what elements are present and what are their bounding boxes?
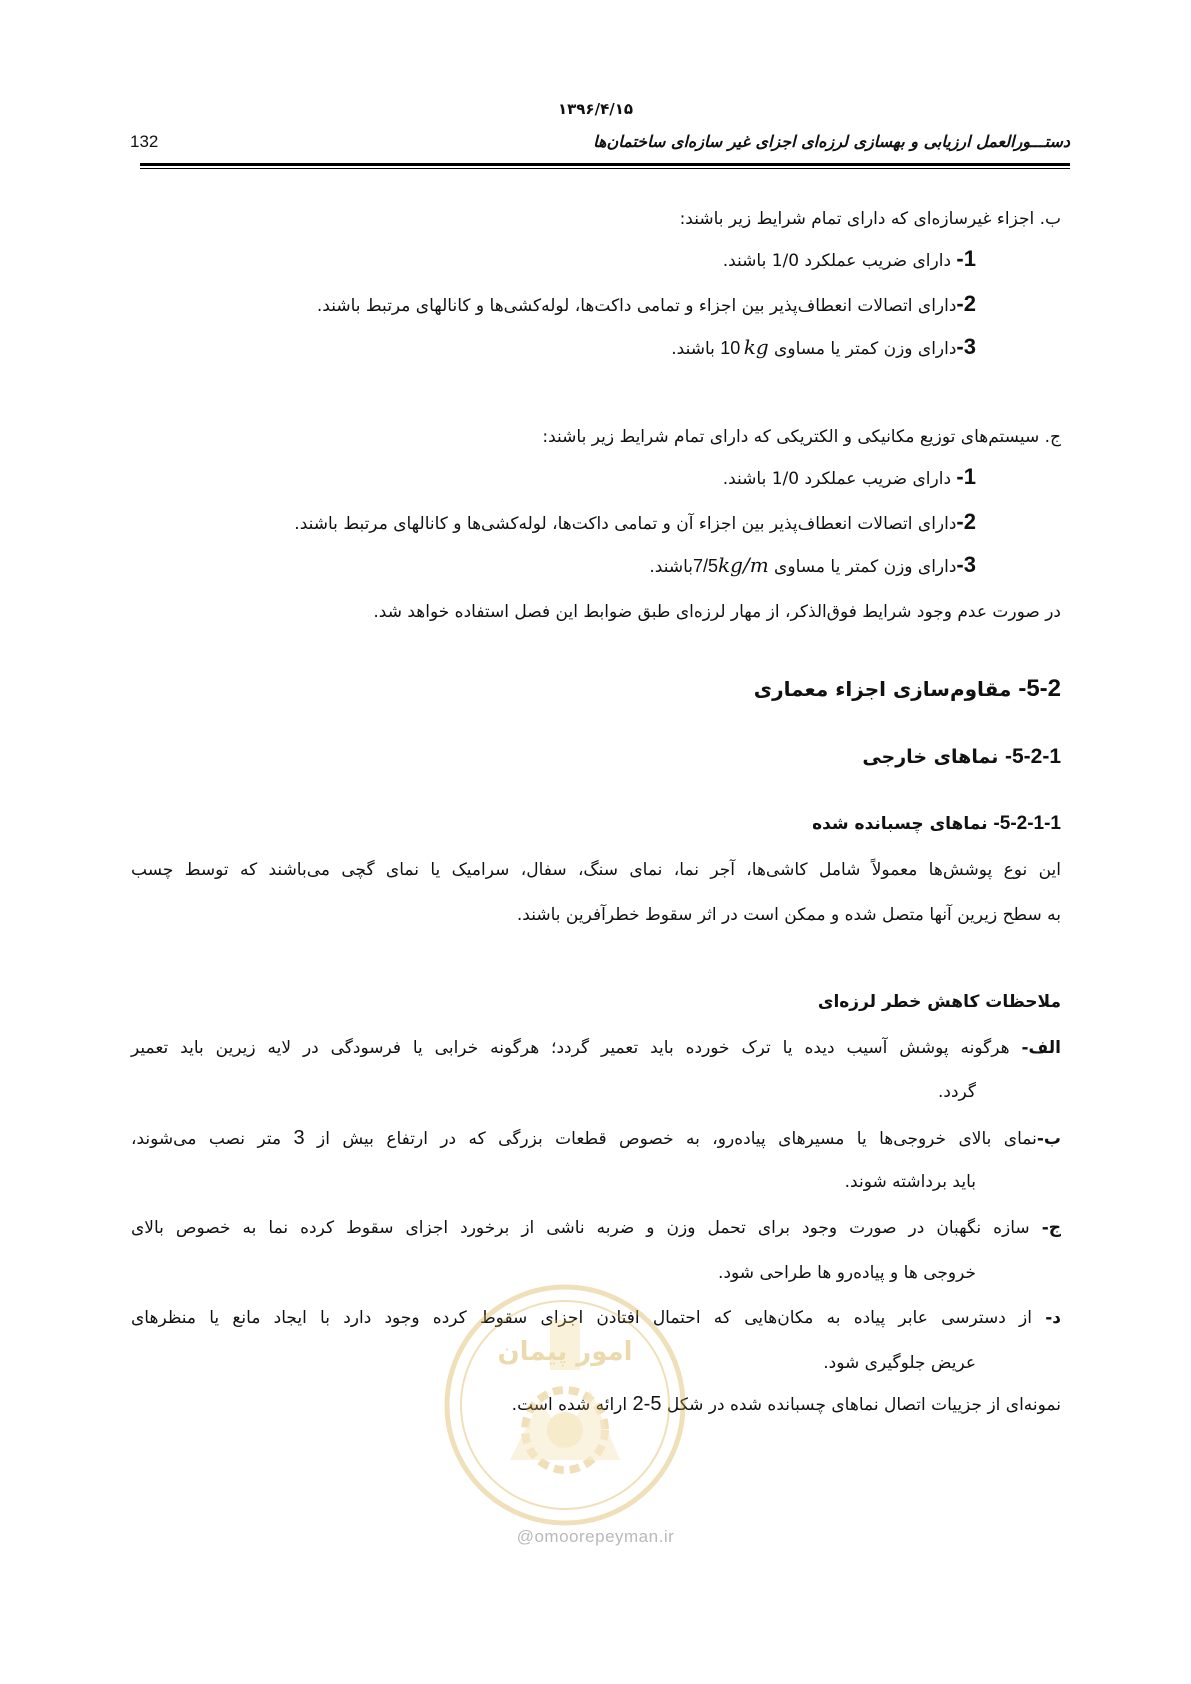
paragraph-line-1: این نوع پوشش‌ها معمولاً شامل کاشی‌ها، آجر نما، نمای سنگ، سفال، سرامیک یا نمای گچی می‌باشند که توسط چسب: [131, 860, 1061, 880]
item-number: 3-: [956, 334, 976, 359]
section-j-item-2: 2-دارای اتصالات انعطاف‌پذیر بین اجزاء آن و تمامی داکت‌ها، لوله‌کشی‌ها و کانالهای مرتبط باشند.: [294, 509, 976, 534]
weight-value: 10 kg: [720, 335, 769, 359]
section-j-intro: ج. سیستم‌های توزیع مکانیکی و الکتریکی که دارای تمام شرایط زیر باشند:: [542, 427, 1061, 447]
weight-value: 7/5kg/m: [693, 553, 769, 577]
paragraph-line-2: به سطح زیرین آنها متصل شده و ممکن است در اثر سقوط خطرآفرین باشند.: [516, 905, 1061, 925]
svg-text:امور پیمان: امور پیمان: [497, 1337, 633, 1367]
remarks-title: ملاحظات کاهش خطر لرزه‌ای: [817, 992, 1061, 1012]
subsubsection-heading: 5-2-1-1- نماهای چسبانده شده: [812, 813, 1061, 834]
remark-label: الف-: [1021, 1038, 1061, 1058]
figure-reference-line: نمونه‌ای از جزییات اتصال نماهای چسبانده شده در شکل 5-2 ارائه شده است.: [511, 1393, 1061, 1415]
remark-label: ب-: [1036, 1129, 1061, 1149]
header-title: دستـــورالعمل ارزیابی و بهسازی لرزه‌ای اجزای غیر سازه‌ای ساختمان‌ها: [593, 132, 1070, 151]
section-b-item-3: 3-دارای وزن کمتر یا مساوی 10 kg باشند.: [671, 334, 976, 359]
item-number: 2-: [956, 509, 976, 534]
watermark-url: @omoorepeyman.ir: [516, 1527, 675, 1546]
remark-label: ج-: [1041, 1218, 1061, 1238]
section-j-item-1: 1- دارای ضریب عملکرد 1/0 باشند.: [722, 464, 976, 489]
item-number: 1-: [956, 246, 976, 271]
remark-b-line-2: باید برداشته شوند.: [844, 1172, 976, 1192]
section-b-intro: ب. اجزاء غیرسازه‌ای که دارای تمام شرایط زیر باشند:: [679, 209, 1061, 229]
remark-j-line-1: ج- سازه نگهبان در صورت وجود برای تحمل وزن و ضربه ناشی از برخورد اجزای سقوط کرده نما به خصوص بالای: [131, 1218, 1061, 1238]
section-heading: 5-2- مقاوم‌سازی اجزاء معماری: [753, 675, 1061, 702]
remark-j-line-2: خروجی ها و پیاده‌رو ها طراحی شود.: [718, 1263, 976, 1283]
item-number: 1-: [956, 464, 976, 489]
item-number: 3-: [956, 552, 976, 577]
section-j-note: در صورت عدم وجود شرایط فوق‌الذکر، از مهار لرزه‌ای طبق ضوابط این فصل استفاده خواهد شد.: [373, 602, 1061, 622]
section-j-item-3: 3-دارای وزن کمتر یا مساوی 7/5kg/mباشند.: [649, 552, 976, 577]
figure-reference: 5-2: [632, 1393, 662, 1415]
header-date: ۱۳۹۶/۴/۱۵: [557, 100, 634, 118]
remark-a-line-2: گردد.: [937, 1082, 976, 1102]
remark-b-line-1: ب-نمای بالای خروجی‌ها یا مسیرهای پیاده‌رو، به خصوص قطعات بزرگی که در ارتفاع بیش از 3 متر نصب می‌شوند،: [131, 1127, 1061, 1149]
subsection-heading: 5-2-1- نماهای خارجی: [862, 745, 1061, 768]
remark-a-line-1: الف- هرگونه پوشش آسیب دیده یا ترک خورده باید تعمیر گردد؛ هرگونه خرابی یا فرسودگی در لایه زیرین باید تعمیر: [131, 1038, 1061, 1058]
remark-label: د-: [1045, 1308, 1061, 1328]
remark-d-line-1: د- از دسترسی عابر پیاده به مکان‌هایی که احتمال افتادن اجزای سقوط کرده وجود دارد با ایجاد مانع یا منظرهای: [131, 1308, 1061, 1328]
running-header: [130, 130, 1070, 160]
watermark-seal-icon: [440, 1280, 690, 1530]
remark-d-line-2: عریض جلوگیری شود.: [823, 1353, 976, 1373]
header-rule: [140, 163, 1070, 169]
section-b-item-2: 2-دارای اتصالات انعطاف‌پذیر بین اجزاء و تمامی داکت‌ها، لوله‌کشی‌ها و کانالهای مرتبط باشند.: [316, 291, 976, 316]
page-number: 132: [130, 132, 159, 151]
section-b-item-1: 1- دارای ضریب عملکرد 1/0 باشند.: [722, 246, 976, 271]
item-number: 2-: [956, 291, 976, 316]
